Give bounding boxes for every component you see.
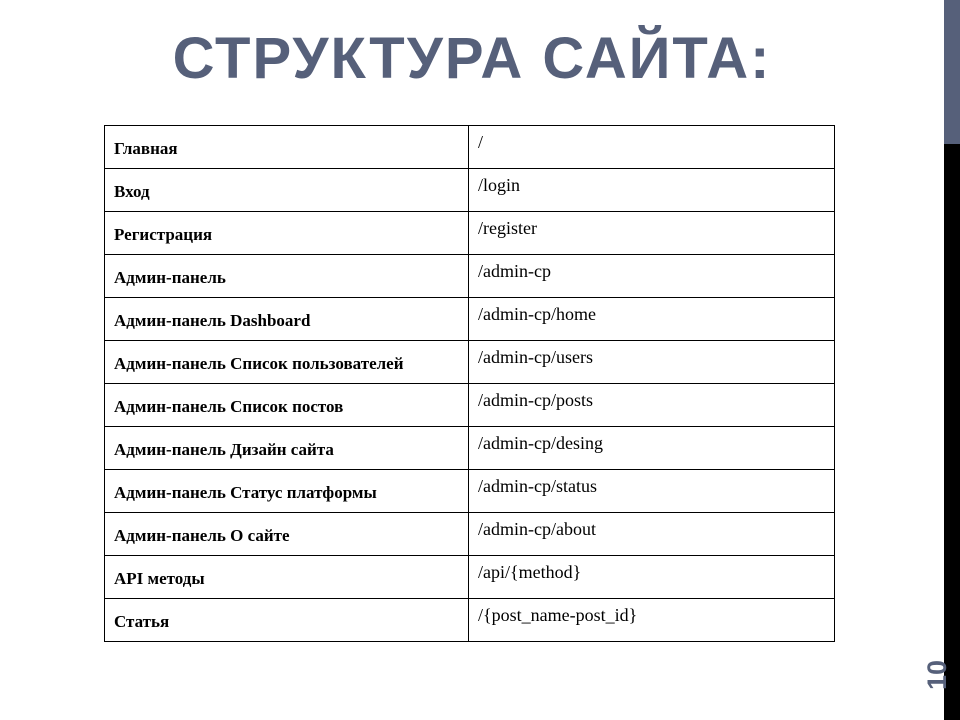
table-row <box>105 126 835 169</box>
url-path-cell: /admin-cp/about <box>469 513 835 556</box>
table-row <box>105 384 835 427</box>
page-name-cell: Админ-панель Дизайн сайта <box>105 427 469 470</box>
side-bar <box>944 144 960 720</box>
url-path-cell: /register <box>469 212 835 255</box>
table-row <box>105 341 835 384</box>
site-structure-table <box>104 125 835 642</box>
url-path-cell: /admin-cp/desing <box>469 427 835 470</box>
table-row <box>105 427 835 470</box>
table-row <box>105 255 835 298</box>
page-name-cell: Админ-панель Список пользователей <box>105 341 469 384</box>
url-path-cell: /login <box>469 169 835 212</box>
page-name-cell: Статья <box>105 599 469 642</box>
url-path-cell: /api/{method} <box>469 556 835 599</box>
url-path-cell: /admin-cp <box>469 255 835 298</box>
table-row <box>105 298 835 341</box>
url-path-cell: /admin-cp/status <box>469 470 835 513</box>
slide-number: 10 <box>922 659 952 691</box>
page-name-cell: Админ-панель Статус платформы <box>105 470 469 513</box>
table-row <box>105 513 835 556</box>
table-row <box>105 556 835 599</box>
page-name-cell: Админ-панель Список постов <box>105 384 469 427</box>
page-name-cell: Админ-панель Dashboard <box>105 298 469 341</box>
accent-bar <box>944 0 960 144</box>
table-row <box>105 169 835 212</box>
url-path-cell: /admin-cp/home <box>469 298 835 341</box>
page-name-cell: Главная <box>105 126 469 169</box>
url-path-cell: /admin-cp/posts <box>469 384 835 427</box>
page-name-cell: Вход <box>105 169 469 212</box>
url-path-cell: /admin-cp/users <box>469 341 835 384</box>
page-name-cell: API методы <box>105 556 469 599</box>
page-title: СТРУКТУРА САЙТА: <box>172 26 772 91</box>
table-row <box>105 599 835 642</box>
page-name-cell: Регистрация <box>105 212 469 255</box>
table-row <box>105 470 835 513</box>
page-name-cell: Админ-панель <box>105 255 469 298</box>
url-path-cell: / <box>469 126 835 169</box>
page-name-cell: Админ-панель О сайте <box>105 513 469 556</box>
table-row <box>105 212 835 255</box>
url-path-cell: /{post_name-post_id} <box>469 599 835 642</box>
